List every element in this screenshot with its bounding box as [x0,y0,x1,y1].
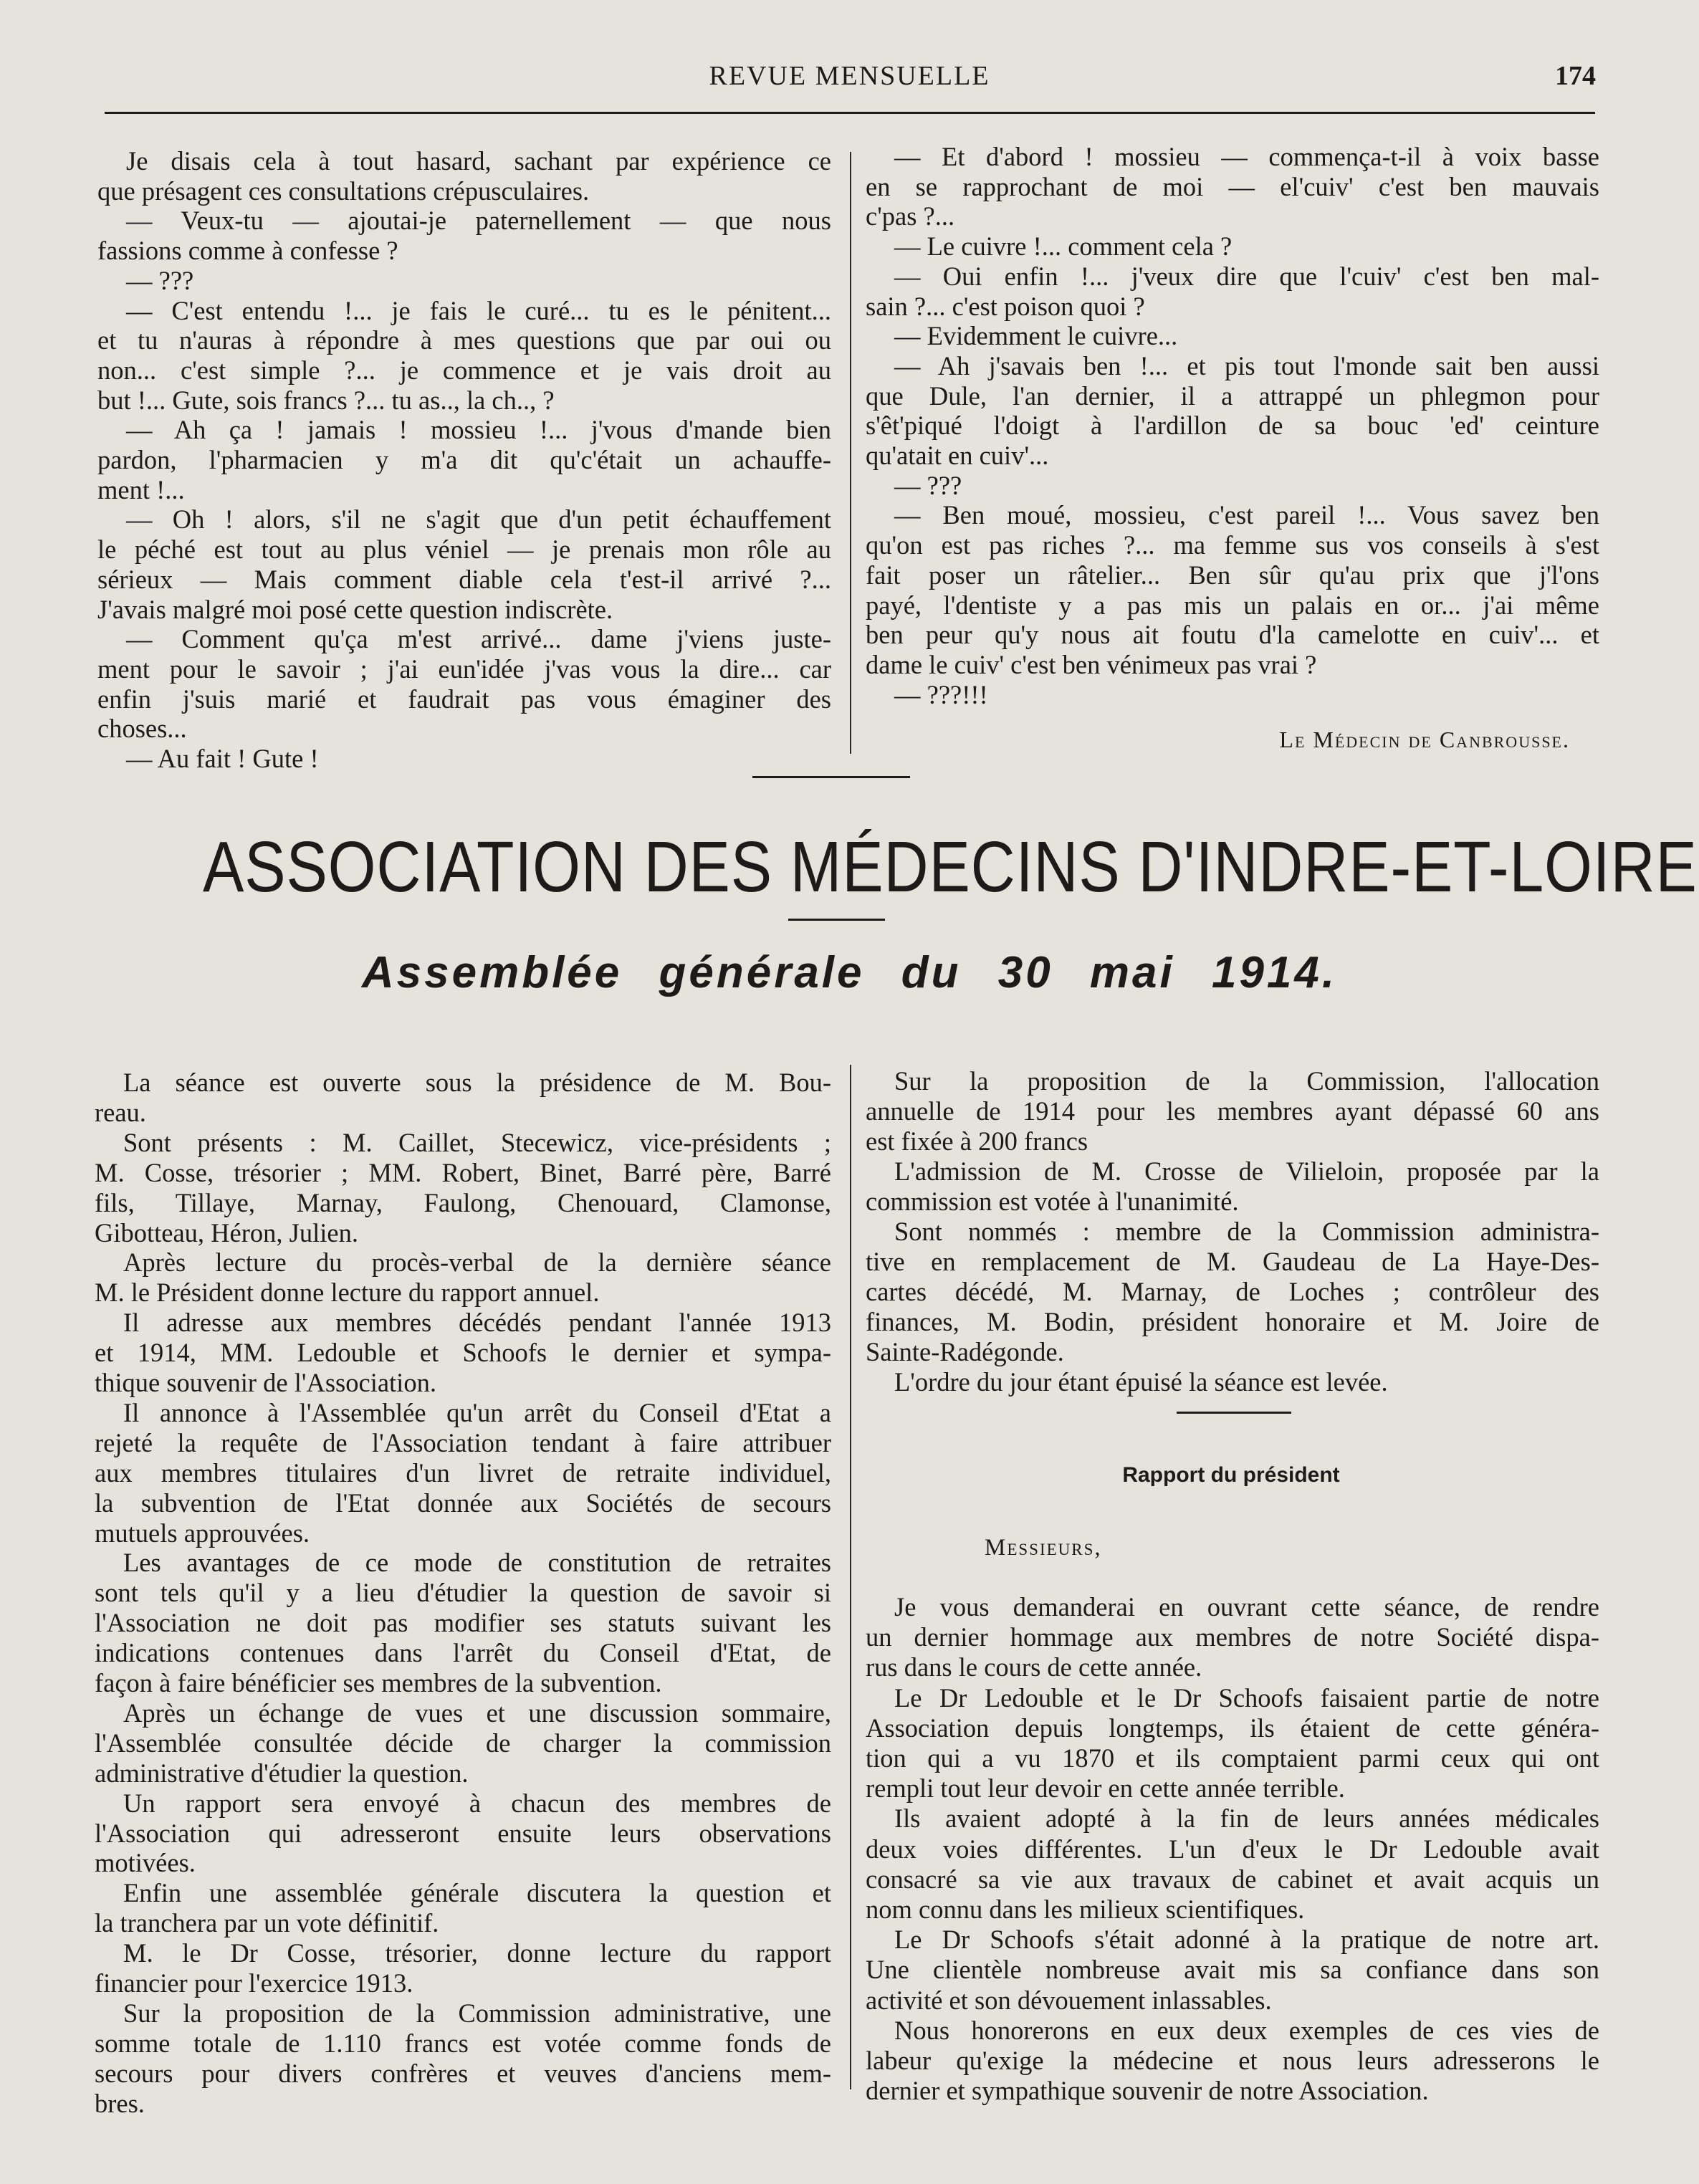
text-line: rempli tout leur devoir en cette année terrible. [866,1773,1345,1804]
text-line: façon à faire bénéficier ses membres de la subvention. [95,1668,662,1697]
text-line: — Evidemment le cuivre... [894,321,1178,351]
text-line: — Comment qu'ça m'est arrivé... dame j'viens juste- [126,624,831,654]
text-line: nom connu dans les milieux scientifiques. [866,1895,1305,1924]
association-title: ASSOCIATION DES MÉDECINS D'INDRE-ET-LOIRE [203,827,1698,907]
text-line: indications contenues dans l'arrêt du Conseil d'Etat, de [95,1638,831,1668]
text-line: ben peur qu'y nous ait foutu d'la camelotte en cuiv'... et [866,620,1599,650]
text-line: tion qui a vu 1870 et ils comptaient parmi ceux qui ont [866,1743,1599,1773]
assembly-subtitle: Assemblée générale du 30 mai 1914. [361,948,1338,997]
text-line: consacré sa vie aux travaux de cabinet et avait acquis un [866,1864,1599,1894]
text-line: Je disais cela à tout hasard, sachant par expérience ce [126,146,831,176]
text-line: sérieux — Mais comment diable cela t'est-il arrivé ?... [97,564,831,594]
text-line: un dernier hommage aux membres de notre Société dispa- [866,1622,1599,1652]
text-line: — C'est entendu !... je fais le curé... tu es le pénitent... [126,295,831,325]
text-line: commission est votée à l'unanimité. [866,1187,1239,1216]
report-divider [1177,1412,1291,1414]
text-line: l'Association ne doit pas modifier ses statuts suivant les [95,1608,831,1638]
text-line: est fixée à 200 francs [866,1126,1088,1156]
text-line: Une clientèle nombreuse avait mis sa confiance dans son [866,1955,1599,1985]
text-line: et 1914, MM. Ledouble et Schoofs le dernier et sympa- [95,1338,831,1368]
text-line: pardon, l'pharmacien y m'a dit qu'c'était un achauffe- [97,445,831,474]
text-line: que Dule, l'an dernier, il a attrappé un phlegmon pour [866,380,1599,411]
text-line: la subvention de l'Etat donnée aux Sociétés de secours [95,1488,831,1518]
text-line: administrative d'étudier la question. [95,1758,469,1788]
text-line: Ils avaient adopté à la fin de leurs années médicales [894,1804,1599,1834]
text-line: Il annonce à l'Assemblée qu'un arrêt du Conseil d'Etat a [123,1397,831,1427]
text-line: fait poser un râtelier... Ben sûr qu'au prix que j'l'ons [866,560,1599,590]
text-line: — ???!!! [894,679,988,709]
column-divider-top [850,152,851,754]
text-line: reau. [95,1097,146,1127]
text-line: — Oui enfin !... j'veux dire que l'cuiv' c'est ben mal- [894,261,1599,291]
text-line: annuelle de 1914 pour les membres ayant dépassé 60 ans [866,1096,1599,1126]
running-header: REVUE MENSUELLE [709,61,990,91]
text-line: la tranchera par un vote définitif. [95,1908,439,1938]
text-line: — Ah j'savais ben !... et pis tout l'monde sait ben aussi [894,350,1599,380]
text-line: Après lecture du procès-verbal de la dernière séance [123,1247,831,1278]
text-line: dernier et sympathique souvenir de notre Association. [866,2076,1429,2106]
text-line: dame le cuiv' c'est ben vénimeux pas vrai ? [866,649,1317,679]
page-number: 174 [1555,61,1596,91]
text-line: c'pas ?... [866,201,955,231]
text-line: que présagent ces consultations crépusculaires. [97,176,590,206]
text-line: payé, l'dentiste y a pas mis un palais en or... j'ai même [866,590,1599,620]
text-line: M. le Dr Cosse, trésorier, donne lecture du rapport [123,1938,831,1968]
text-line: qu'on est pas riches ?... ma femme sus vos conseils à s'est [866,530,1599,560]
text-line: Les avantages de ce mode de constitution de retraites [123,1548,831,1578]
text-line: enfin j'suis marié et faudrait pas vous émaginer des [97,684,831,714]
text-line: l'Association qui adresseront ensuite leurs observations [95,1818,831,1848]
text-line: Le Dr Ledouble et le Dr Schoofs faisaient partie de notre [894,1682,1599,1713]
column-divider-bottom [850,1065,851,2089]
text-line: Enfin une assemblée générale discutera la question et [123,1878,831,1908]
text-line: Sur la proposition de la Commission, l'allocation [894,1066,1599,1096]
text-line: sont tels qu'il y a lieu d'étudier la question de savoir si [95,1578,831,1608]
text-line: sain ?... c'est poison quoi ? [866,291,1145,321]
text-line: Après un échange de vues et une discussion sommaire, [123,1697,831,1728]
text-line: Un rapport sera envoyé à chacun des membres de [123,1788,831,1818]
text-line: tive en remplacement de M. Gaudeau de La Haye-Des- [866,1247,1599,1276]
text-line: activité et son dévouement inlassables. [866,1985,1272,2015]
section-divider [752,776,910,778]
text-line: Gibotteau, Héron, Julien. [95,1217,358,1247]
text-line: Sont nommés : membre de la Commission administra- [894,1217,1599,1246]
text-line: Sainte-Radégonde. [866,1337,1064,1366]
title-underline [788,919,885,921]
header-rule [105,112,1595,114]
text-line: Sur la proposition de la Commission administrative, une [123,1998,831,2028]
text-line: aux membres titulaires d'un livret de retraite individuel, [95,1457,831,1488]
report-salutation: Messieurs, [985,1535,1102,1561]
text-line: financier pour l'exercice 1913. [95,1968,413,1998]
text-line: labeur qu'exige la médecine et nous leurs adresserons le [866,2046,1599,2075]
text-line: Je vous demanderai en ouvrant cette séance, de rendre [894,1592,1599,1622]
text-line: — Et d'abord ! mossieu — commença-t-il à voix basse [894,142,1599,171]
text-line: non... c'est simple ?... je commence et je vais droit au [97,355,831,385]
text-line: — Le cuivre !... comment cela ? [894,231,1233,262]
text-line: bres. [95,2088,145,2118]
text-line: J'avais malgré moi posé cette question indiscrète. [97,594,613,624]
text-line: M. le Président donne lecture du rapport annuel. [95,1278,600,1308]
text-line: — Au fait ! Gute ! [126,744,319,773]
text-line: — Ben moué, mossieu, c'est pareil !... Vous savez ben [894,500,1599,530]
text-line: et tu n'auras à répondre à mes questions que par oui ou [97,325,831,355]
text-line: Il adresse aux membres décédés pendant l'année 1913 [123,1308,831,1338]
text-line: deux voies différentes. L'un d'eux le Dr Ledouble avait [866,1834,1599,1864]
text-line: Le Dr Schoofs s'était adonné à la pratique de notre art. [894,1925,1599,1955]
text-line: — Ah ça ! jamais ! mossieu !... j'vous d'mande bien [126,415,831,445]
text-line: s'êt'piqué l'doigt à l'ardillon de sa bouc 'ed' ceinture [866,411,1599,441]
text-line: ment pour le savoir ; j'ai eun'idée j'vas vous la dire... car [97,653,831,684]
text-line: — ??? [126,265,194,295]
text-line: cartes décédé, M. Marnay, de Loches ; contrôleur des [866,1277,1599,1306]
text-line: — ??? [894,470,962,500]
text-line: choses... [97,714,187,744]
text-line: La séance est ouverte sous la présidence de M. Bou- [123,1068,831,1097]
text-line: Nous honorerons en eux deux exemples de ces vies de [894,2015,1599,2045]
text-line: en se rapprochant de moi — el'cuiv' c'est ben mauvais [866,171,1599,201]
text-line: but !... Gute, sois francs ?... tu as.., la ch.., ? [97,385,555,415]
text-line: L'ordre du jour étant épuisé la séance est levée. [894,1367,1388,1397]
text-line: le péché est tout au plus véniel — je prenais mon rôle au [97,535,831,565]
report-heading: Rapport du président [1122,1463,1340,1487]
text-line: Sont présents : M. Caillet, Stecewicz, vice-présidents ; [123,1127,831,1157]
text-line: secours pour divers confrères et veuves d'anciens mem- [95,2058,831,2088]
text-line: motivées. [95,1848,196,1878]
text-line: ment !... [97,474,185,504]
text-line: l'Assemblée consultée décide de charger la commission [95,1728,831,1758]
text-line: mutuels approuvées. [95,1518,310,1548]
text-line: — Oh ! alors, s'il ne s'agit que d'un petit échauffement [126,504,831,535]
text-line: — Veux-tu — ajoutai-je paternellement — que nous [126,206,831,236]
text-line: M. Cosse, trésorier ; MM. Robert, Binet, Barré père, Barré [95,1157,831,1187]
text-line: fils, Tillaye, Marnay, Faulong, Chenouard, Clamonse, [95,1187,831,1217]
text-line: somme totale de 1.110 francs est votée comme fonds de [95,2028,831,2058]
text-line: thique souvenir de l'Association. [95,1368,436,1397]
text-line: fassions comme à confesse ? [97,236,398,266]
text-line: rejeté la requête de l'Association tendant à faire attribuer [95,1427,831,1457]
text-line: rus dans le cours de cette année. [866,1652,1202,1682]
text-line: qu'atait en cuiv'... [866,441,1049,470]
article-signature: Le Médecin de Canbrousse. [1279,727,1570,752]
text-line: Association depuis longtemps, ils étaient de cette généra- [866,1713,1599,1743]
text-line: finances, M. Bodin, président honoraire et M. Joire de [866,1307,1599,1336]
text-line: L'admission de M. Crosse de Vilieloin, proposée par la [894,1156,1599,1186]
